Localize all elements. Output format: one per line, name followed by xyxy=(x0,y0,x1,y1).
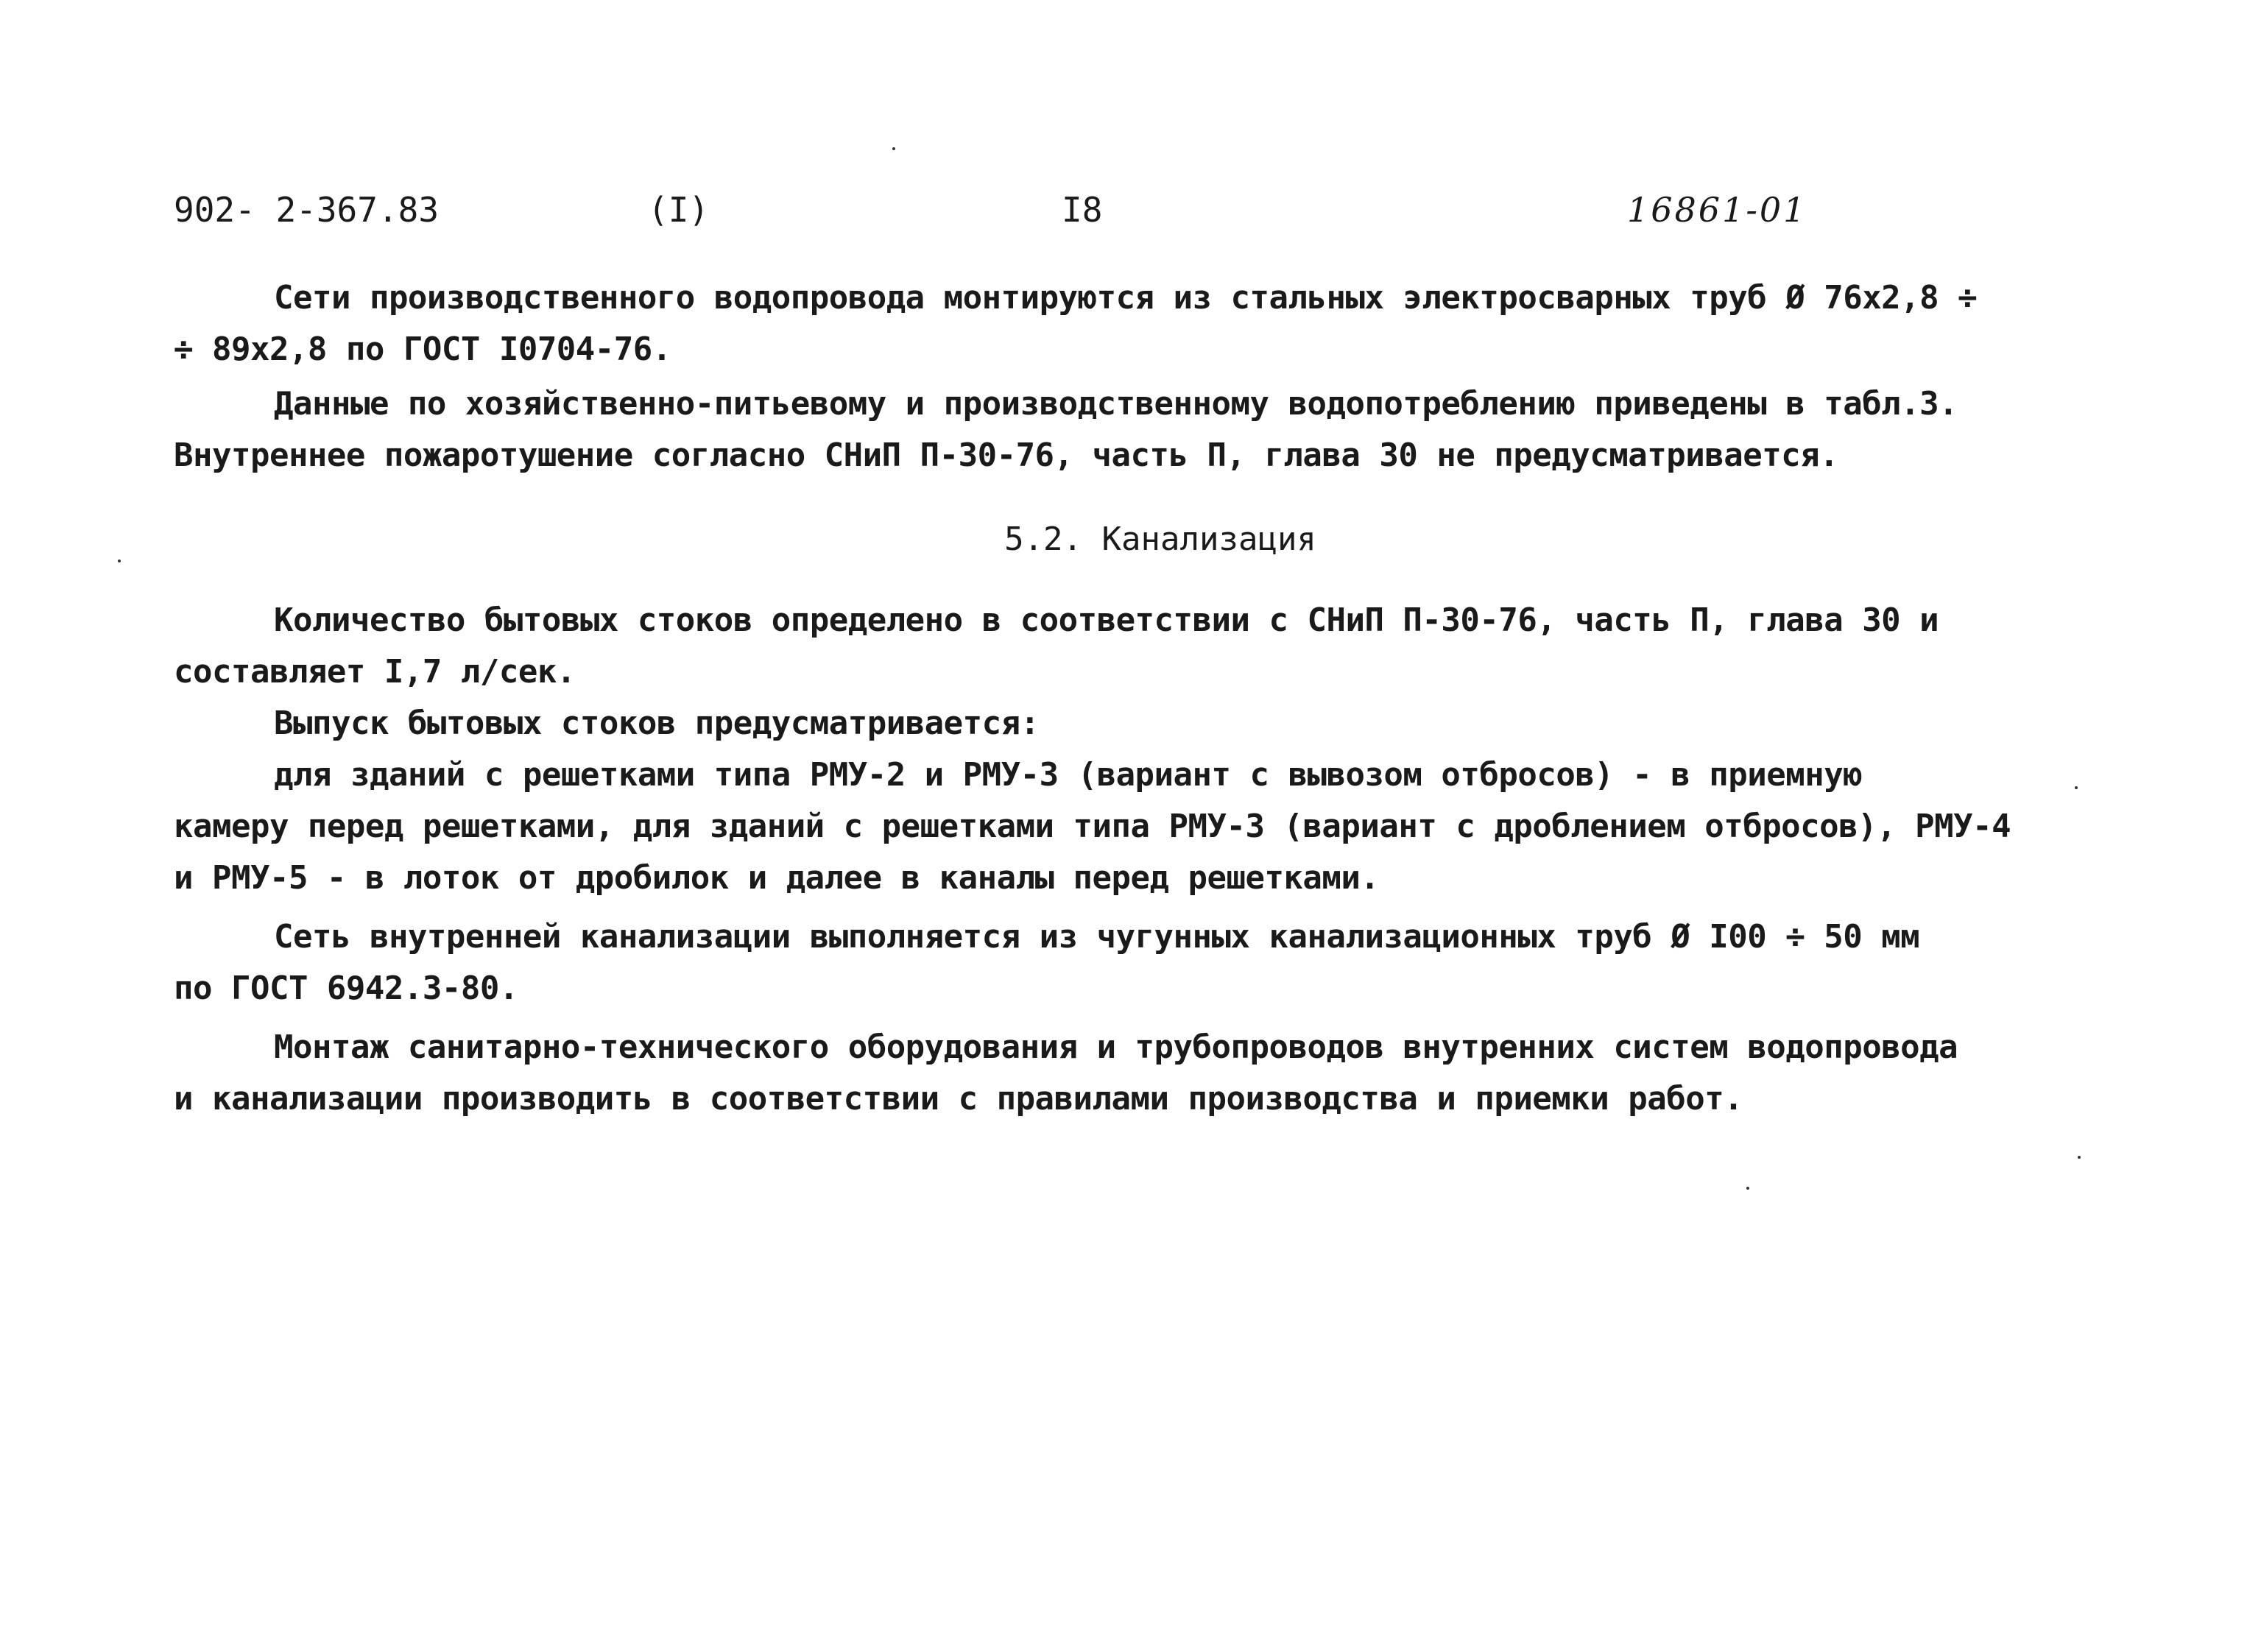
paragraph-line: Количество бытовых стоков определено в соответствии с СНиП П-30-76, часть П, глава 30 и xyxy=(274,601,1939,639)
scan-speck xyxy=(2078,1156,2081,1159)
paragraph-installation xyxy=(174,1022,2147,1125)
paragraph-sewage-quantity xyxy=(174,595,2147,698)
paragraph-line: для зданий с решетками типа РМУ-2 и РМУ-3 (вариант с вывозом отбросов) - в приемную xyxy=(274,756,1863,794)
inventory-number: 16861-01 xyxy=(1627,190,1807,230)
paragraph-water-consumption xyxy=(174,378,2147,481)
paragraph-line: камеру перед решетками, для зданий с решетками типа РМУ-3 (вариант с дроблением отбросов), РМУ-4 xyxy=(174,808,2011,845)
paragraph-line: Сеть внутренней канализации выполняется из чугунных канализационных труб Ø I00 ÷ 50 мм xyxy=(274,918,1920,956)
paragraph-line: и РМУ-5 - в лоток от дробилок и далее в каналы перед решетками. xyxy=(174,859,1380,897)
paragraph-water-network xyxy=(174,272,2147,375)
paragraph-line: Монтаж санитарно-технического оборудования и трубопроводов внутренних систем водопровода xyxy=(274,1028,1958,1066)
paragraph-line: Выпуск бытовых стоков предусматривается: xyxy=(274,705,1040,742)
document-code: 902- 2-367.83 xyxy=(174,190,440,230)
paragraph-line: составляет I,7 л/сек. xyxy=(174,653,576,691)
document-part: (I) xyxy=(648,190,710,230)
paragraph-internal-sewage xyxy=(174,911,2147,1014)
section-title: 5.2. Канализация xyxy=(1004,520,1316,558)
document-body xyxy=(174,272,2147,1125)
paragraph-line: по ГОСТ 6942.3-80. xyxy=(174,970,518,1007)
paragraph-sewage-discharge xyxy=(174,698,2147,749)
paragraph-line: Данные по хозяйственно-питьевому и производственному водопотреблению приведены в табл.3. xyxy=(274,385,1958,423)
scan-speck xyxy=(892,147,895,150)
scan-speck xyxy=(1746,1187,1749,1190)
paragraph-line: ÷ 89х2,8 по ГОСТ I0704-76. xyxy=(174,331,671,368)
scan-speck xyxy=(2075,786,2078,789)
paragraph-line: и канализации производить в соответствии с правилами производства и приемки работ. xyxy=(174,1080,1743,1118)
paragraph-line: Внутреннее пожаротушение согласно СНиП П-30-76, часть П, глава 30 не предусматривается. xyxy=(174,437,1839,474)
page-number: I8 xyxy=(1062,190,1103,230)
paragraph-line: Сети производственного водопровода монтируются из стальных электросварных труб Ø 76х2,8 ÷ xyxy=(274,279,1978,317)
paragraph-sewage-discharge-details xyxy=(174,749,2147,904)
scan-speck xyxy=(118,560,121,562)
